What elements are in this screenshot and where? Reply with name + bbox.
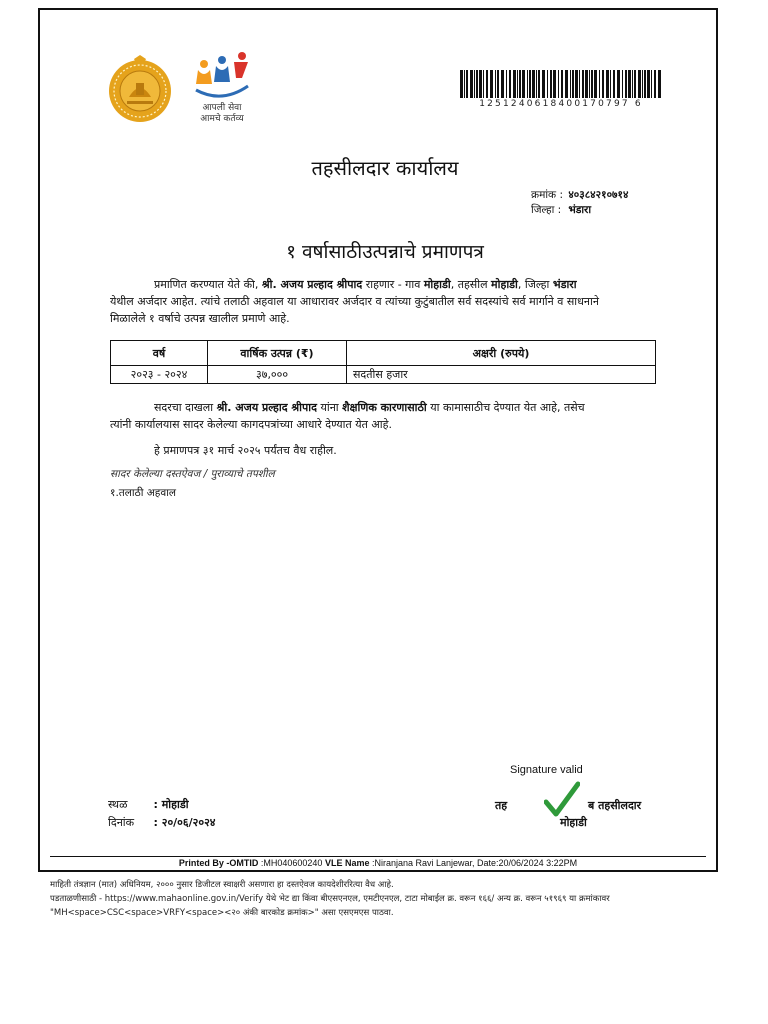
barcode-bar (585, 70, 588, 98)
barcode-bar (532, 70, 535, 98)
barcode-bar (509, 70, 511, 98)
certification-paragraph (110, 276, 658, 327)
barcode-bar (474, 70, 475, 98)
barcode-bar (527, 70, 528, 98)
para2-text: यांना (316, 401, 343, 414)
signing-office: मोहाडी (560, 816, 587, 829)
applicant-name: श्री. अजय प्रल्हाद श्रीपाद (261, 278, 363, 291)
column-header-year: वर्ष (111, 341, 208, 366)
place-row (108, 797, 189, 812)
barcode-bar (561, 70, 563, 98)
para1-text: प्रमाणित करण्यात येते की, (154, 278, 262, 291)
barcode-bar (464, 70, 465, 98)
barcode-bar (658, 70, 661, 98)
barcode-bar (565, 70, 568, 98)
barcode-bar (642, 70, 643, 98)
barcode-bar (460, 70, 463, 98)
barcode-bar (589, 70, 590, 98)
applicant-name: श्री. अजय प्रल्हाद श्रीपाद (216, 401, 317, 414)
barcode-bar (536, 70, 537, 98)
barcode-bar (575, 70, 578, 98)
certificate-number-label: क्रमांक : (531, 189, 564, 201)
logo-caption (186, 103, 258, 125)
barcode-bar (617, 70, 620, 98)
validity-text: हे प्रमाणपत्र ३१ मार्च २०२५ पर्यंतच वैध राहील. (154, 444, 337, 457)
barcode-bar (466, 70, 468, 98)
barcode-bar (651, 70, 652, 98)
barcode-bar (519, 70, 521, 98)
para1-line3: मिळालेले १ वर्षाचे उत्पन्न खालील प्रमाणे आहे. (110, 312, 290, 325)
barcode-bar (582, 70, 584, 98)
barcode-bar (632, 70, 633, 98)
para2-line2: त्यांनी कार्यालयास सादर केलेल्या कागदपत्रांच्या आधारे देण्यात येत आहे. (110, 418, 393, 431)
barcode-bar (550, 70, 552, 98)
barcode-bar (553, 70, 556, 98)
vle-value: :Niranjana Ravi Lanjewar, Date:20/06/2024 3:22PM (369, 858, 578, 868)
maharashtra-seal-icon (107, 53, 173, 127)
barcode-bar (654, 70, 656, 98)
para1-text: , जिल्हा (517, 278, 553, 291)
logo-caption-line1: आपली सेवा (202, 103, 242, 113)
barcode-bar (470, 70, 473, 98)
omtid-label: OMTID (229, 858, 259, 868)
village-label: गाव (405, 278, 421, 291)
footer-line1: माहिती तंत्रज्ञान (मात) अधिनियम, २००० नुसार डिजीटल स्वाक्षरी असणारा हा दस्तऐवज कायदेशीररित्या वैध आहे. (50, 880, 394, 890)
barcode-bar (644, 70, 646, 98)
barcode-bar (513, 70, 516, 98)
barcode-bar (594, 70, 597, 98)
documents-item: १.तलाठी अहवाल (110, 487, 177, 499)
barcode-bar (647, 70, 650, 98)
barcode-bar (638, 70, 641, 98)
district-label: जिल्हा : (531, 204, 562, 216)
para2-text: सदरचा दाखला (154, 401, 217, 414)
date-label: दिनांक (108, 816, 135, 829)
barcode-bar (634, 70, 636, 98)
para2-line1 (110, 399, 658, 416)
barcode-bar (613, 70, 615, 98)
village-name: मोहाडी (423, 278, 451, 291)
para1-line2: येथील अर्जदार आहेत. त्यांचे तलाठी अहवाल या आधारावर अर्जदार व त्यांच्या कुटुंबातील सर्व सदस्यांचे सर्व मार्गाने व साधनाने (110, 295, 599, 308)
printed-by-bar (50, 856, 706, 871)
income-year-cell: २०२३ - २०२४ (111, 366, 208, 384)
documents-heading: सादर केलेल्या दस्तऐवज / पुराव्याचे तपशील (110, 468, 275, 480)
para1-text: राहणार - (362, 278, 406, 291)
barcode-bar (490, 70, 493, 98)
barcode-bar (501, 70, 504, 98)
footer-line2: पडताळणीसाठी - https://www.mahaonline.gov.in/Verify येथे भेट द्या किंवा बीएसएनएल, एमटीएनएल, टाटा मोबाईल क्र. वरून १६६/ अन्य क्र. वरून ५१९६९ या क्रमांकावर (50, 894, 610, 904)
barcode-bar (483, 70, 484, 98)
barcode-bar (570, 70, 571, 98)
income-words-cell: सदतीस हजार (347, 366, 656, 384)
district-name: भंडारा (552, 278, 577, 291)
signature-valid-text: Signature valid (510, 764, 583, 776)
barcode-bar (625, 70, 627, 98)
barcode-bar (529, 70, 531, 98)
barcode-bar (522, 70, 525, 98)
table-row (111, 366, 656, 384)
purpose-paragraph (110, 399, 658, 433)
footer-line3: "MH<space>CSC<space>VRFY<space><२० अंकी बारकोड क्रमांक>" असा एसएमएस पाठवा. (50, 908, 394, 918)
column-header-amount-in-words: अक्षरी (रुपये) (347, 341, 656, 366)
place-value: : मोहाडी (153, 798, 189, 811)
barcode-bar (610, 70, 611, 98)
omtid-value: :MH040600240 (258, 858, 325, 868)
checkmark-icon (544, 780, 580, 820)
barcode-bar (476, 70, 478, 98)
para1-text: , तहसील (450, 278, 492, 291)
para1-line1 (110, 276, 658, 293)
column-header-annual-income: वार्षिक उत्पन्न (₹) (208, 341, 347, 366)
barcode-bar (606, 70, 609, 98)
barcode-bar (599, 70, 600, 98)
barcode-bar (602, 70, 604, 98)
barcode-bar (579, 70, 580, 98)
barcode-bar (486, 70, 488, 98)
income-amount-cell: ३७,००० (208, 366, 347, 384)
certificate-border (38, 8, 718, 872)
district-line (531, 203, 591, 217)
office-title: तहसीलदार कार्यालय (311, 156, 459, 180)
certificate-title: १ वर्षासाठीउत्पन्नाचे प्रमाणपत्र (286, 241, 484, 263)
income-table-header-row (111, 341, 656, 366)
designation-right: ब तहसीलदार (588, 799, 642, 812)
barcode-bar (506, 70, 507, 98)
logo-caption-line2: आमचे कर्तव्य (200, 114, 244, 124)
barcode-icon (460, 70, 662, 98)
barcode-bar (572, 70, 574, 98)
barcode-bar (558, 70, 559, 98)
barcode-bar (542, 70, 545, 98)
barcode-number: 1251240618400170797 6 (479, 99, 643, 109)
barcode-bar (547, 70, 548, 98)
certificate-number (531, 188, 628, 202)
barcode-bar (497, 70, 499, 98)
tehsil-name: मोहाडी (491, 278, 518, 291)
barcode-bar (479, 70, 482, 98)
printed-by-prefix: Printed By - (178, 858, 230, 868)
barcode-bar (628, 70, 631, 98)
barcode-bar (538, 70, 540, 98)
barcode-bar (622, 70, 623, 98)
date-value: : २०/०६/२०२४ (153, 816, 216, 829)
designation-left: तह (495, 799, 508, 812)
place-label: स्थळ (108, 798, 128, 811)
certificate-number-value: ४०३८४२१०७१४ (568, 189, 629, 201)
date-row (108, 815, 216, 830)
barcode-bar (517, 70, 518, 98)
barcode-bar (591, 70, 593, 98)
purpose-text: शैक्षणिक कारणासाठी (342, 401, 427, 414)
income-table (110, 340, 656, 384)
district-value: भंडारा (568, 204, 592, 216)
para2-text: या कामासाठीच देण्यात येत आहे, तसेच (426, 401, 585, 414)
barcode-bar (495, 70, 496, 98)
vle-label: VLE Name (324, 858, 370, 868)
